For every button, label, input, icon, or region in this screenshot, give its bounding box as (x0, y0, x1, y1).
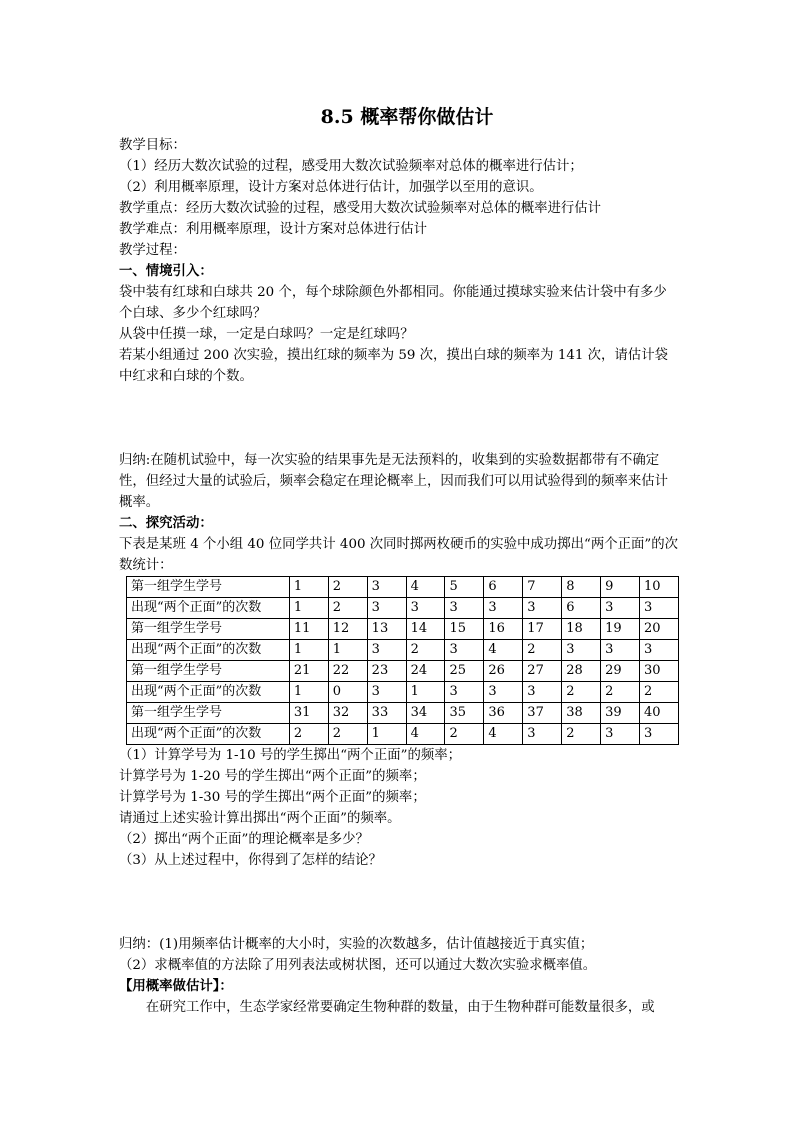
table-cell: 23 (367, 661, 406, 682)
table-cell: 3 (445, 682, 484, 703)
table-row (127, 724, 679, 745)
table-cell: 3 (601, 640, 640, 661)
table-cell: 33 (367, 703, 406, 724)
table-row-label: 第一组学生学号 (127, 703, 290, 724)
table-cell: 2 (406, 640, 445, 661)
table-cell: 14 (406, 619, 445, 640)
table-cell: 19 (601, 619, 640, 640)
table-cell: 0 (328, 682, 367, 703)
table-cell: 18 (562, 619, 601, 640)
table-row (127, 640, 679, 661)
table-cell: 3 (367, 598, 406, 619)
table-cell: 30 (640, 661, 679, 682)
section1-summary: 归纳:在随机试验中，每一次实验的结果事先是无法预料的，收集到的实验数据都带有不确定性，但经过大量的试验后，频率会稳定在理论概率上，因而我们可以用试验得到的频率来估计概率。 (119, 453, 669, 510)
question-item: 计算学号为 1-20 号的学生掷出“两个正面”的频率； (119, 769, 426, 784)
table-row-label: 第一组学生学号 (127, 661, 290, 682)
section1-heading: 一、情境引入： (119, 263, 213, 279)
table-cell: 6 (562, 598, 601, 619)
section2-summary: 归纳：(1)用频率估计概率的大小时，实验的次数越多，估计值越接近于真实值； (119, 937, 594, 952)
goals-label: 教学目标： (119, 138, 186, 153)
table-cell: 2 (562, 724, 601, 745)
table-cell: 2 (523, 640, 562, 661)
table-row (127, 619, 679, 640)
table-cell: 2 (328, 598, 367, 619)
table-cell: 9 (601, 577, 640, 598)
table-cell: 37 (523, 703, 562, 724)
blank-space (119, 871, 679, 934)
table-cell: 3 (523, 724, 562, 745)
section3-heading: 【用概率做估计】： (119, 978, 233, 994)
section2-intro: 下表是某班 4 个小组 40 位同学共计 400 次同时掷两枚硬币的实验中成功掷出“两个正面”的次数统计： (119, 537, 679, 573)
table-cell: 3 (367, 640, 406, 661)
table-cell: 3 (484, 598, 523, 619)
table-cell: 3 (562, 640, 601, 661)
table-cell: 12 (328, 619, 367, 640)
table-cell: 3 (523, 682, 562, 703)
section1-paragraph: 若某小组通过 200 次实验，摸出红球的频率为 59 次，摸出白球的频率为 141 次，请估计袋中红求和白球的个数。 (119, 348, 668, 384)
table-cell: 28 (562, 661, 601, 682)
table-cell: 4 (484, 640, 523, 661)
table-row-label: 出现“两个正面”的次数 (127, 640, 290, 661)
question-item: （1）计算学号为 1-10 号的学生掷出“两个正面”的频率； (119, 748, 462, 763)
table-cell: 4 (484, 724, 523, 745)
document-page (119, 104, 679, 1018)
table-row-label: 出现“两个正面”的次数 (127, 598, 290, 619)
table-cell: 22 (328, 661, 367, 682)
key-point: 教学重点：经历大数次试验的过程，感受用大数次试验频率对总体的概率进行估计 (119, 201, 602, 216)
section2-heading: 二、探究活动： (119, 515, 213, 531)
table-cell: 38 (562, 703, 601, 724)
table-cell: 1 (328, 640, 367, 661)
table-cell: 39 (601, 703, 640, 724)
table-cell: 3 (601, 724, 640, 745)
section1-paragraph: 袋中装有红球和白球共 20 个，每个球除颜色外都相同。你能通过摸球实验来估计袋中有多少个白球、多少个红球吗？ (119, 285, 667, 321)
table-cell: 2 (562, 682, 601, 703)
table-cell: 11 (289, 619, 328, 640)
table-row-label: 出现“两个正面”的次数 (127, 724, 290, 745)
table-cell: 1 (289, 682, 328, 703)
table-cell: 26 (484, 661, 523, 682)
section3-text: 在研究工作中，生态学家经常要确定生物种群的数量，由于生物种群可能数量很多，或 (145, 1000, 655, 1015)
table-cell: 3 (445, 640, 484, 661)
difficulty: 教学难点：利用概率原理，设计方案对总体进行估计 (119, 222, 427, 237)
table-cell: 29 (601, 661, 640, 682)
table-cell: 15 (445, 619, 484, 640)
table-cell: 1 (289, 640, 328, 661)
table-cell: 20 (640, 619, 679, 640)
table-row (127, 577, 679, 598)
table-cell: 1 (406, 682, 445, 703)
table-row (127, 703, 679, 724)
table-row-label: 第一组学生学号 (127, 619, 290, 640)
table-cell: 1 (367, 724, 406, 745)
coin-toss-table (126, 576, 679, 745)
table-cell: 2 (328, 724, 367, 745)
table-cell: 25 (445, 661, 484, 682)
table-cell: 31 (289, 703, 328, 724)
table-cell: 17 (523, 619, 562, 640)
question-item: （3）从上述过程中，你得到了怎样的结论？ (119, 853, 382, 868)
goal-item: （2）利用概率原理，设计方案对总体进行估计，加强学以至用的意识。 (119, 180, 543, 195)
table-cell: 2 (289, 724, 328, 745)
blank-space (119, 387, 679, 450)
table-cell: 21 (289, 661, 328, 682)
table-cell: 2 (328, 577, 367, 598)
table-row (127, 598, 679, 619)
table-cell: 8 (562, 577, 601, 598)
table-row (127, 682, 679, 703)
table-cell: 36 (484, 703, 523, 724)
table-cell: 1 (289, 577, 328, 598)
table-cell: 13 (367, 619, 406, 640)
table-cell: 5 (445, 577, 484, 598)
table-cell: 3 (484, 682, 523, 703)
page-title: 8.5 概率帮你做估计 (320, 106, 494, 128)
goal-item: （1）经历大数次试验的过程，感受用大数次试验频率对总体的概率进行估计； (119, 159, 583, 174)
table-cell: 2 (601, 682, 640, 703)
table-cell: 3 (406, 598, 445, 619)
table-cell: 4 (406, 577, 445, 598)
table-cell: 40 (640, 703, 679, 724)
question-item: （2）掷出“两个正面”的理论概率是多少？ (119, 832, 369, 847)
table-cell: 34 (406, 703, 445, 724)
section2-summary: （2）求概率值的方法除了用列表法或树状图，还可以通过大数次实验求概率值。 (119, 958, 597, 973)
table-cell: 32 (328, 703, 367, 724)
table-cell: 27 (523, 661, 562, 682)
table-cell: 3 (367, 577, 406, 598)
table-cell: 35 (445, 703, 484, 724)
table-cell: 3 (367, 682, 406, 703)
table-cell: 3 (640, 640, 679, 661)
question-item: 计算学号为 1-30 号的学生掷出“两个正面”的频率； (119, 790, 426, 805)
table-cell: 10 (640, 577, 679, 598)
table-cell: 7 (523, 577, 562, 598)
table-row-label: 第一组学生学号 (127, 577, 290, 598)
table-row (127, 661, 679, 682)
table-cell: 16 (484, 619, 523, 640)
table-cell: 4 (406, 724, 445, 745)
table-cell: 2 (640, 682, 679, 703)
table-cell: 3 (601, 598, 640, 619)
table-cell: 3 (640, 598, 679, 619)
question-item: 请通过上述实验计算出掷出“两个正面”的频率。 (119, 811, 401, 826)
table-cell: 6 (484, 577, 523, 598)
table-cell: 3 (640, 724, 679, 745)
section1-paragraph: 从袋中任摸一球，一定是白球吗？一定是红球吗？ (119, 327, 414, 342)
table-row-label: 出现“两个正面”的次数 (127, 682, 290, 703)
table-cell: 3 (523, 598, 562, 619)
table-cell: 3 (445, 598, 484, 619)
process-label: 教学过程： (119, 243, 186, 258)
table-cell: 2 (445, 724, 484, 745)
table-cell: 24 (406, 661, 445, 682)
table-cell: 1 (289, 598, 328, 619)
